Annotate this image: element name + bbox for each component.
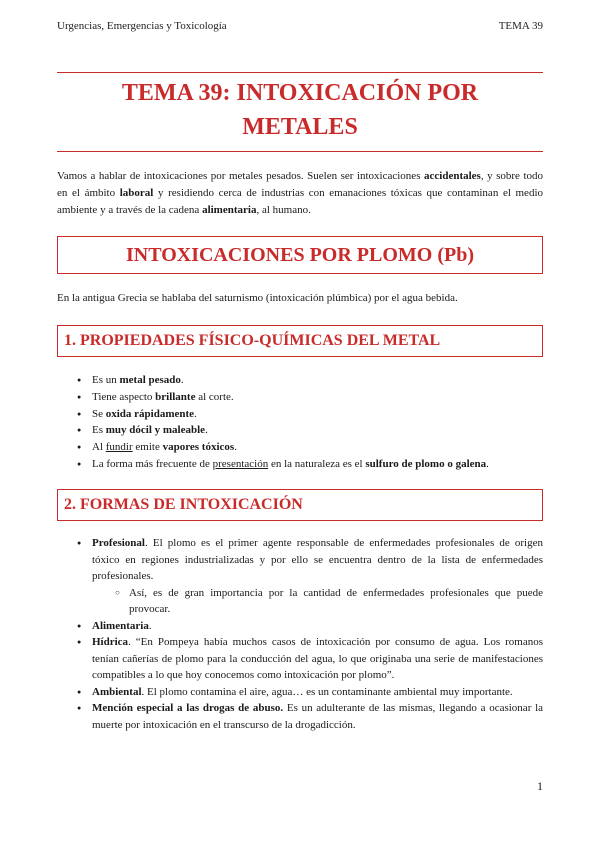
item-bold: sulfuro de plomo o galena: [365, 457, 487, 470]
item-text: .: [234, 441, 237, 454]
list-item: [92, 406, 543, 423]
item-text: .: [205, 424, 208, 437]
item-bold: vapores tóxicos: [162, 441, 235, 454]
title-top-rule: [57, 72, 543, 73]
list-item: [92, 456, 543, 473]
item-text: Al: [92, 441, 106, 454]
item-text: en la naturaleza es el: [268, 457, 366, 470]
item-bold: Hídrica: [92, 636, 129, 648]
item-text: .: [148, 619, 152, 632]
item-text: Tiene aspecto: [92, 390, 156, 403]
list-item: [92, 422, 543, 439]
sub-list: [92, 585, 543, 618]
header-topic-number: TEMA 39: [498, 20, 543, 32]
item-text: al corte.: [195, 390, 234, 403]
header-course-title: Urgencias, Emergencias y Toxicología: [57, 20, 227, 32]
item-text: La forma más frecuente de: [92, 457, 213, 470]
intro-bold-laboral: laboral: [119, 187, 154, 199]
properties-list: [92, 372, 543, 473]
item-underlined: fundir: [105, 441, 133, 454]
item-text: Se: [92, 407, 106, 420]
list-item: [92, 634, 543, 684]
list-item: [92, 439, 543, 456]
item-text: .: [180, 374, 184, 386]
intro-text-1: Vamos a hablar de intoxicaciones por metales pesados. Suelen ser intoxicaciones: [57, 170, 424, 182]
intoxication-forms-list: [92, 535, 543, 733]
sub-list-item: ○ Así, es de gran importancia por la cantidad de enfermedades profesionales que puede provocar.: [129, 585, 543, 618]
item-underlined: presentación: [212, 457, 269, 470]
intro-text-4: , al humano.: [256, 204, 311, 216]
item-text: .: [194, 407, 197, 420]
title-line-1: TEMA 39: INTOXICACIÓN POR: [121, 80, 479, 106]
item-bold: Alimentaria: [92, 619, 149, 632]
item-bold: Mención especial a las drogas de abuso.: [92, 702, 284, 714]
item-bold: muy dócil y maleable: [105, 424, 206, 437]
item-text: Es: [92, 424, 106, 437]
intro-bold-alimentaria: alimentaria: [202, 204, 257, 216]
document-title: [57, 76, 543, 144]
section-1-heading: 1. PROPIEDADES FÍSICO-QUÍMICAS DEL METAL: [57, 325, 543, 357]
item-bold: metal pesado: [119, 374, 181, 386]
lead-paragraph: En la antigua Grecia se hablaba del saturnismo (intoxicación plúmbica) por el agua bebida.: [57, 292, 458, 304]
intro-paragraph: [57, 168, 543, 219]
page-number: 1: [537, 779, 543, 793]
list-item: [92, 535, 543, 618]
intro-bold-accidentales: accidentales: [424, 170, 481, 182]
item-text: . El plomo contamina el aire, agua… es un contaminante ambiental muy importante.: [141, 685, 513, 698]
item-text: . “En Pompeya había muchos casos de intoxicación por consumo de agua. Los romanos tenían cañerías de plomo para la conducción del agua, lo que originaba una serie de manifestaciones compatibles a lo que hoy conocemos como intoxicación por plomo”.: [92, 636, 543, 681]
intro-text-3: y residiendo cerca de industrias con emanaciones tóxicas que contaminan el medio ambiente y a través de la cadena: [57, 187, 543, 216]
list-item: [92, 389, 543, 406]
item-text: . El plomo es el primer agente responsable de enfermedades profesionales de origen tóxico en regiones industrializadas y por ello se encuentra dentro de la lista de enfermedades profesionales.: [92, 537, 543, 582]
intro-text-2: , y sobre todo en el ámbito: [57, 170, 543, 199]
item-text: Es un: [92, 374, 120, 386]
title-line-2: METALES: [242, 114, 358, 140]
item-text: emite: [132, 441, 163, 454]
lead-heading-box: INTOXICACIONES POR PLOMO (Pb): [57, 236, 543, 274]
item-bold: brillante: [155, 390, 196, 403]
list-item: [92, 618, 543, 635]
list-item: [92, 372, 543, 389]
item-bold: Ambiental: [92, 685, 142, 698]
section-2-heading: 2. FORMAS DE INTOXICACIÓN: [57, 489, 543, 521]
list-item: [92, 700, 543, 733]
item-bold: Profesional: [92, 537, 145, 549]
list-item: [92, 684, 543, 701]
running-header: [57, 20, 543, 32]
item-bold: oxida rápidamente: [105, 407, 195, 420]
item-text: .: [486, 457, 489, 470]
title-bottom-rule: [57, 151, 543, 152]
item-text: Es un adulterante de las mismas, llegando a ocasionar la muerte por intoxicación en el transcurso de la drogadicción.: [92, 702, 544, 731]
